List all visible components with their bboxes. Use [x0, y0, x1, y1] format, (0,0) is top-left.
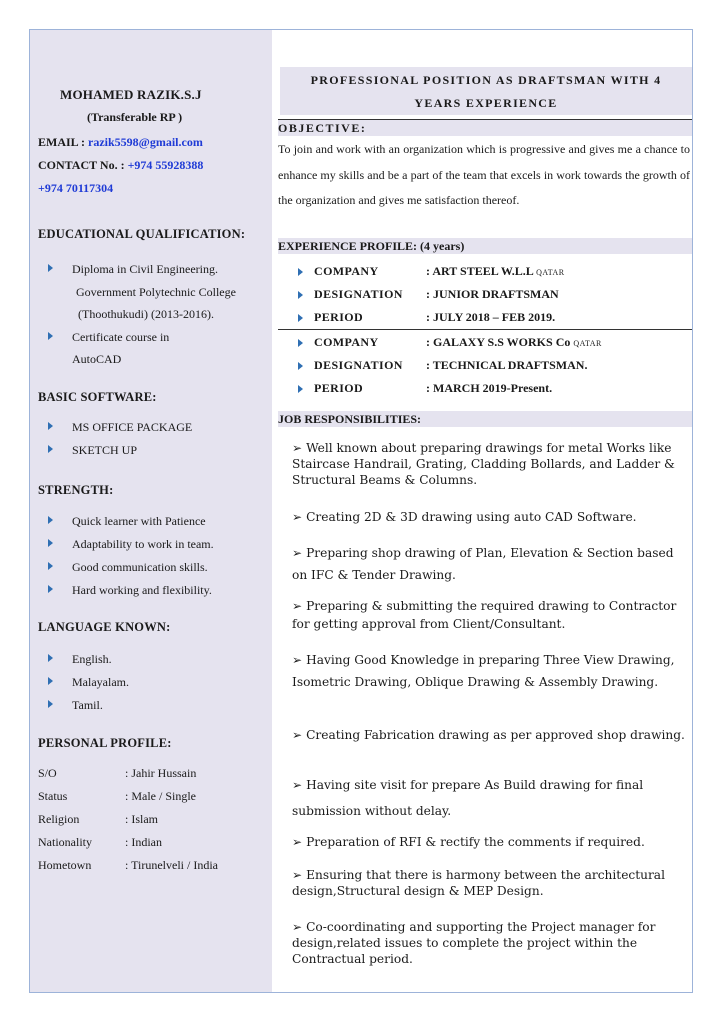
responsibility-item: ➢ Preparing & submitting the required drawing to Contractor for getting approval from Client/Consultant. [292, 599, 677, 631]
list-item: SKETCH UP [48, 439, 192, 462]
language-heading: LANGUAGE KNOWN: [38, 620, 171, 634]
responsibility-item: ➢ Well known about preparing drawings for metal Works like Staircase Handrail, Grating, Cladding Bollards, and Ladder & Structural Beams & Columns. [292, 441, 675, 487]
main-column [272, 30, 692, 992]
resume-page [29, 29, 693, 993]
list-item: Adaptability to work in team. [48, 533, 214, 556]
software-list [48, 416, 192, 462]
objective-heading: OBJECTIVE: [278, 119, 693, 136]
experience-entry-1: COMPANY : ART STEEL W.L.L QATAR DESIGNATION : JUNIOR DRAFTSMAN PERIOD : JULY 2018 – FEB 2019. [298, 260, 688, 329]
list-item: Hard working and flexibility. [48, 579, 214, 602]
experience-heading: EXPERIENCE PROFILE: (4 years) [278, 238, 693, 254]
language-list [48, 648, 129, 717]
contact-value-1[interactable]: +974 55928388 [127, 158, 204, 172]
personal-row: S/O : Jahir Hussain [38, 766, 197, 780]
objective-text: To join and work with an organization which is progressive and gives me a chance to enhance my skills and be a part of the team that excels in work towards the growth of the organization and gives me satisfaction thereof. [278, 142, 690, 207]
responsibility-item: ➢ Co-coordinating and supporting the Project manager for design,related issues to complete the project within the Contractual period. [292, 920, 656, 966]
candidate-name: MOHAMED RAZIK.S.J [60, 87, 202, 102]
personal-row: Nationality : Indian [38, 835, 162, 849]
responsibility-item: ➢ Preparation of RFI & rectify the comments if required. [292, 835, 645, 849]
divider [278, 329, 693, 330]
email-line [38, 135, 203, 150]
education-heading: EDUCATIONAL QUALIFICATION: [38, 227, 246, 241]
list-item: Certificate course in AutoCAD [48, 326, 268, 371]
list-item: MS OFFICE PACKAGE [48, 416, 192, 439]
experience-entry-2: COMPANY : GALAXY S.S WORKS Co QATAR DESIGNATION : TECHNICAL DRAFTSMAN. PERIOD : MARCH 2019-Present. [298, 331, 688, 400]
contact-value-2[interactable]: +974 70117304 [38, 181, 114, 195]
list-item: Malayalam. [48, 671, 129, 694]
list-item: English. [48, 648, 129, 671]
personal-row: Religion : Islam [38, 812, 158, 826]
email-value[interactable]: razik5598@gmail.com [88, 135, 203, 149]
contact-line [38, 158, 203, 173]
list-item: Tamil. [48, 694, 129, 717]
strength-heading: STRENGTH: [38, 483, 114, 497]
responsibility-item: ➢ Having site visit for prepare As Build drawing for final submission without delay. [292, 778, 644, 818]
responsibility-item: ➢ Having Good Knowledge in preparing Three View Drawing, Isometric Drawing, Oblique Drawing & Assembly Drawing. [292, 653, 675, 689]
strength-list [48, 510, 214, 602]
contact-label: CONTACT No. : [38, 158, 125, 172]
list-item: Quick learner with Patience [48, 510, 214, 533]
responsibility-item: ➢ Creating 2D & 3D drawing using auto CAD Software. [292, 510, 637, 524]
education-list [48, 258, 268, 371]
personal-row: Hometown : Tirunelveli / India [38, 858, 218, 872]
software-heading: BASIC SOFTWARE: [38, 390, 157, 404]
personal-row: Status : Male / Single [38, 789, 196, 803]
responsibility-item: ➢ Ensuring that there is harmony between the architectural design,Structural design & MEP Design. [292, 868, 665, 898]
responsibility-item: ➢ Preparing shop drawing of Plan, Elevation & Section based on IFC & Tender Drawing. [292, 546, 674, 582]
candidate-subtitle: (Transferable RP ) [87, 110, 183, 124]
contact-line-2 [38, 181, 113, 196]
position-header: PROFESSIONAL POSITION AS DRAFTSMAN WITH 4 YEARS EXPERIENCE [280, 67, 692, 115]
list-item: Diploma in Civil Engineering. Government Polytechnic College (Thoothukudi) (2013-2016). [48, 258, 268, 326]
job-heading: JOB RESPONSIBILITIES: [278, 411, 693, 427]
email-label: EMAIL : [38, 135, 86, 149]
list-item: Good communication skills. [48, 556, 214, 579]
personal-heading: PERSONAL PROFILE: [38, 736, 172, 750]
responsibility-item: ➢ Creating Fabrication drawing as per approved shop drawing. [292, 728, 685, 742]
sidebar [30, 30, 272, 992]
